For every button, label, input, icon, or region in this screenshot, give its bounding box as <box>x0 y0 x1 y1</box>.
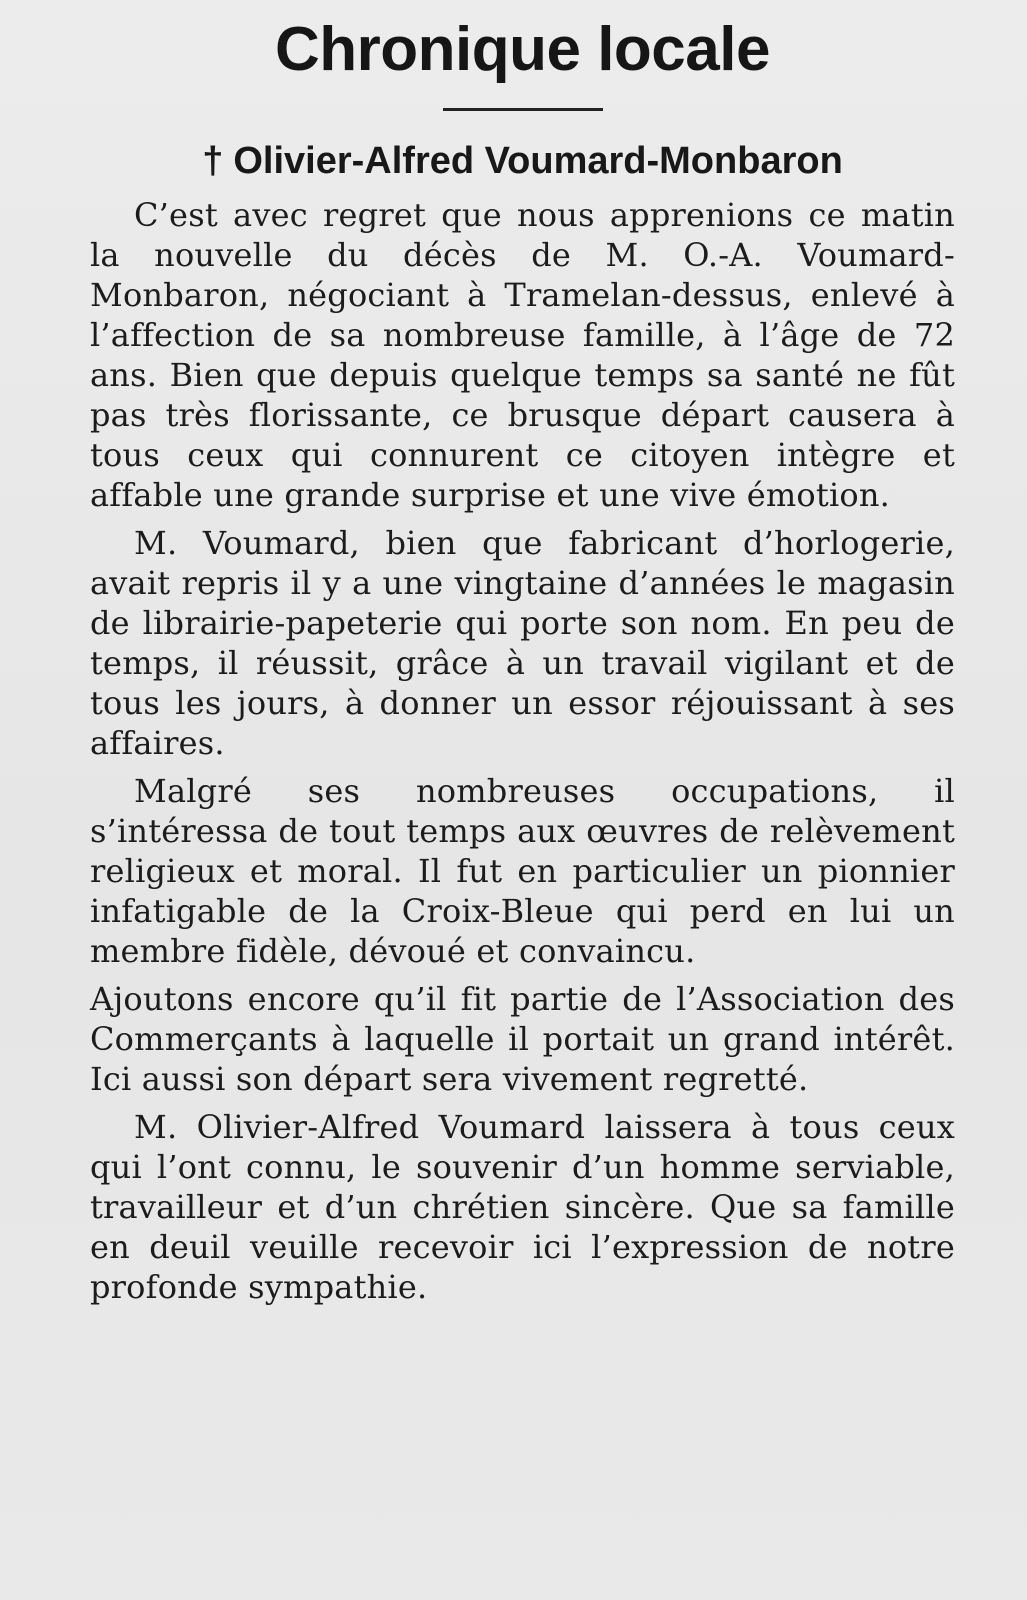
article-paragraph-2: M. Voumard, bien que fabricant d’horlogerie, avait repris il y a une vingtaine d’années le magasin de librairie-papeterie qui porte son nom. En peu de temps, il réussit, grâce à un travail vigilant et de tous les jours, à donner un essor réjouissant à ses affaires. <box>90 524 955 762</box>
title-divider <box>443 108 603 111</box>
article-body <box>90 195 955 1307</box>
article-paragraph-1: C’est avec regret que nous apprenions ce matin la nouvelle du décès de M. O.-A. Voumard-Monbaron, négociant à Tramelan-dessus, enlevé à l’affection de sa nombreuse famille, à l’âge de 72 ans. Bien que depuis quelque temps sa santé ne fût pas très florissante, ce brusque départ causera à tous ceux qui connurent ce citoyen intègre et affable une grande surprise et une vive émotion. <box>90 196 955 514</box>
article-headline <box>90 139 955 183</box>
article-paragraph-5: M. Olivier-Alfred Voumard laissera à tous ceux qui l’ont connu, le souvenir d’un homme serviable, travailleur et d’un chrétien sincère. Que sa famille en deuil veuille recevoir ici l’expression de notre profonde sympathie. <box>90 1108 955 1306</box>
article-title: Olivier-Alfred Voumard-Monbaron <box>233 140 843 182</box>
article-paragraph-3: Malgré ses nombreuses occupations, il s’intéressa de tout temps aux œuvres de relèvement religieux et moral. Il fut en particulier un pionnier infatigable de la Croix-Bleue qui perd en lui un membre fidèle, dévoué et convaincu. <box>90 772 955 970</box>
dagger-icon: † <box>202 140 224 182</box>
section-title: Chronique locale <box>275 15 770 84</box>
article-paragraph-4: Ajoutons encore qu’il fit partie de l’Association des Commerçants à laquelle il portait un grand intérêt. Ici aussi son départ sera vivement regretté. <box>90 980 955 1098</box>
